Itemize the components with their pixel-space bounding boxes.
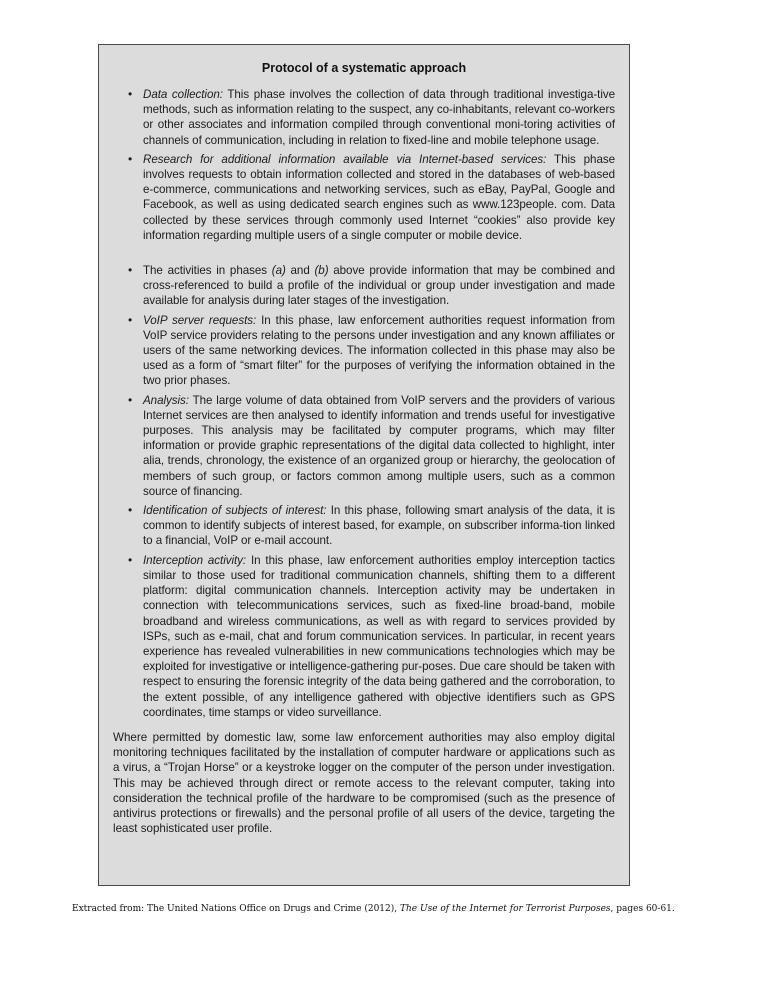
citation-prefix: Extracted from: The United Nations Office on Drugs and Crime (2012), <box>72 904 400 914</box>
item-lead: Data collection: <box>143 88 223 101</box>
protocol-box <box>98 44 630 886</box>
item-lead: Research for additional information available via Internet-based services: <box>143 152 547 166</box>
item-text: The activities in phases <box>143 264 272 278</box>
list-item-identification <box>143 503 615 549</box>
list-item-data-collection <box>143 87 615 148</box>
item-text: above provide information that may be combined and cross-referenced to build a profile of the individual or group under investigation and made available for analysis during later stages of the investigation. <box>143 264 616 308</box>
item-text: The large volume of data obtained from VoIP servers and the providers of various Internet services are then analysed to identify information and trends useful for investigative purposes. This analysis may be facilitated by computer programs, which may filter information or provide graphic representations of the digital data collected to highlight, inter alia, trends, chronology, the existence of an organized group or hierarchy, the geolocation of members of such group, or factors common among multiple users, such as a common source of financing. <box>143 393 615 498</box>
item-text: This phase involves the collection of data through traditional investiga-tive methods, such as information relating to the suspect, any co-inhabitants, relevant co-workers or other associates and information compiled through conventional moni-toring activities of channels of communication, including in relation to fixed-line and mobile telephone usage. <box>143 88 615 147</box>
item-lead: Identification of subjects of interest: <box>143 504 327 518</box>
closing-paragraph: Where permitted by domestic law, some law enforcement authorities may also employ digital monitoring techniques facilitated by the installation of computer hardware or applications such as a virus, a “Trojan Horse” or a keystroke logger on the computer of the person under investigation. This may be achieved through direct or remote access to the relevant computer, taking into consideration the technical profile of the hardware to be compromised (such as the presence of antivirus protections or firewalls) and the personal profile of all users of the device, targeting the least sophisticated user profile. <box>113 730 615 836</box>
item-lead: Analysis: <box>143 393 189 407</box>
item-text: This phase involves requests to obtain information collected and stored in the databases of web-based e-commerce, communications and networking services, such as eBay, PayPal, Google and Facebook, as well as using dedicated search engines such as www.123people. com. Data collected by these services through commonly used Internet “cookies” also provide key information regarding multiple users of a single computer or mobile device. <box>143 152 615 242</box>
box-title: Protocol of a systematic approach <box>261 61 467 75</box>
list-item-research <box>143 152 615 243</box>
item-text: In this phase, following smart analysis of the data, it is common to identify subjects of interest based, for example, on subscriber informa-tion linked to a financial, VoIP or e-mail account. <box>143 504 616 548</box>
phase-list <box>113 87 615 720</box>
list-item-voip <box>143 313 615 389</box>
item-lead: VoIP server requests: <box>143 313 257 327</box>
item-text: In this phase, law enforcement authorities employ interception tactics similar to those used for traditional communication channels, shifting them to a different platform: digital communication channels. Interception activity may be undertaken in connection with telecommunications services, such as fixed-line broad-band, mobile broadband and wireless communications, as well as with regard to services provided by ISPs, such as e-mail, chat and forum communication services. In particular, in recent years experience has revealed vulnerabilities in new communications technologies which may be exploited for investigative or intelligence-gathering pur-poses. Due care should be taken with respect to ensuring the forensic integrity of the data being gathered and the corroboration, to the extent possible, of any intelligence gathered with objective identifiers such as GPS coordinates, time stamps or video surveillance. <box>143 553 615 719</box>
item-ref-a: (a) <box>271 264 286 278</box>
item-text: In this phase, law enforcement authorities request information from VoIP service providers relating to the persons under investigation and any known affiliates or users of the same networking devices. The information collected in this phase may also be used as a form of “smart filter” for the purposes of verifying the information obtained in the two prior phases. <box>143 313 615 388</box>
citation-suffix: , pages 60-61. <box>610 904 675 914</box>
item-ref-b: (b) <box>314 264 329 278</box>
item-lead: Interception activity: <box>143 553 247 567</box>
list-item-activities <box>143 263 615 309</box>
list-item-analysis <box>143 393 615 499</box>
citation-title: The Use of the Internet for Terrorist Purposes <box>400 904 611 914</box>
list-item-interception <box>143 553 615 720</box>
source-citation <box>72 904 712 914</box>
item-text: and <box>285 264 315 278</box>
